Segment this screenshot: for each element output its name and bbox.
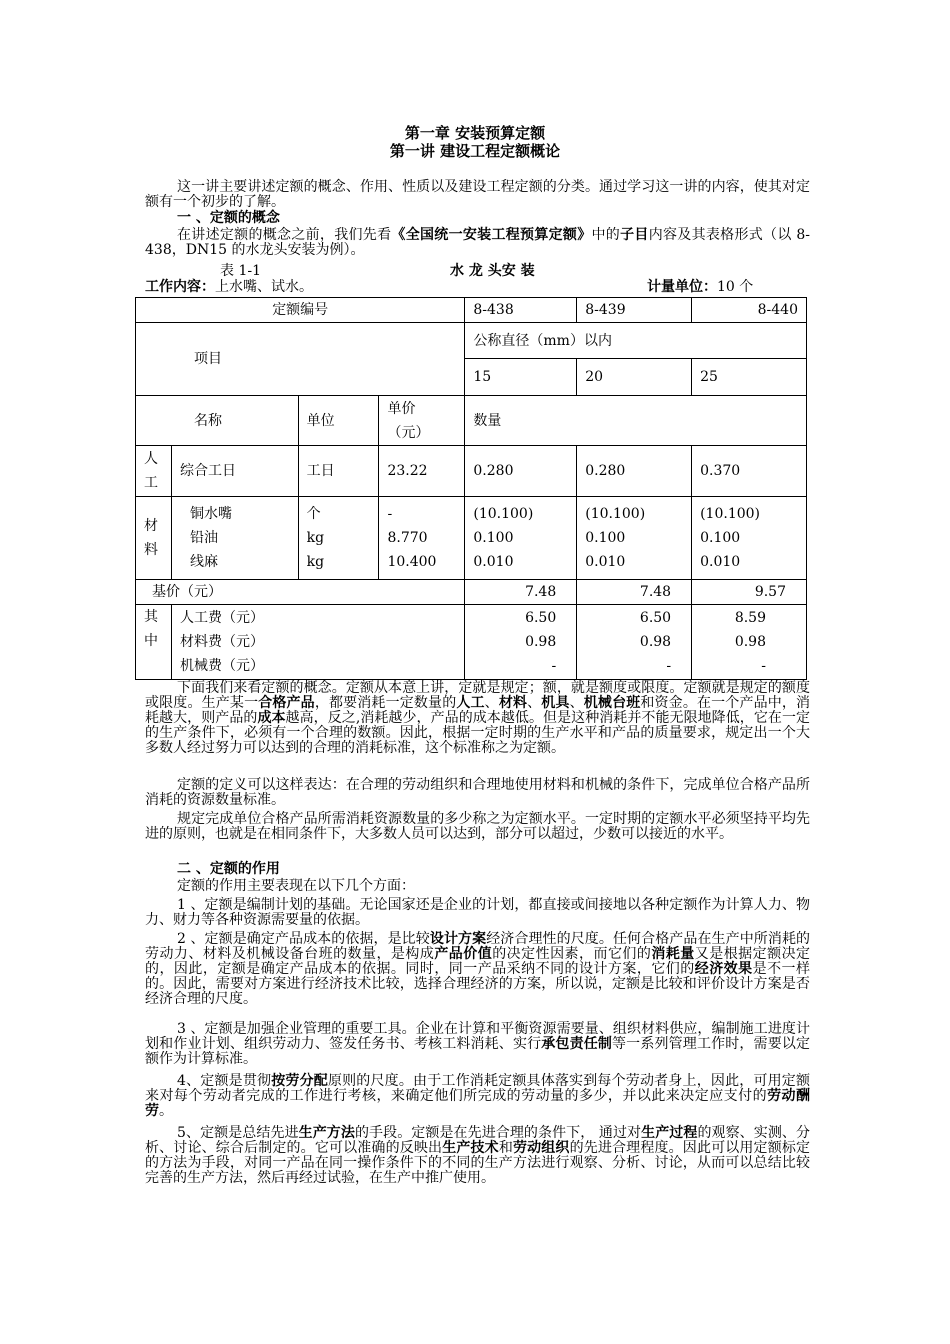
labor-name-cell: 综合工日	[171, 446, 298, 497]
table-row	[136, 446, 807, 497]
of-which-group-cell: 其 中	[136, 605, 172, 680]
table-intro-paragraph: 在讲述定额的概念之前，我们先看《全国统一安装工程预算定额》中的子目内容及其表格形式（以 8-438，DN15 的水龙头安装为例）。	[145, 227, 811, 258]
code-cell: 8-439	[577, 298, 692, 323]
diameter-cell: 15	[465, 359, 577, 396]
base-price-label-cell: 基价（元）	[136, 580, 465, 605]
code-label-cell: 定额编号	[136, 298, 465, 323]
material-unit-cell: 个 kg kg	[298, 497, 379, 580]
base-price-cell: 7.48	[465, 580, 577, 605]
breakdown-value-cell: 6.50 0.98 -	[577, 605, 692, 680]
col-qty-header: 数量	[465, 396, 807, 446]
material-group-cell: 材 料	[136, 497, 172, 580]
breakdown-value-cell: 8.59 0.98 -	[692, 605, 807, 680]
section-heading-function: 二 、定额的作用	[177, 861, 280, 877]
section-heading-concept: 一 、定额的概念	[177, 210, 280, 226]
chapter-title: 第一章 安装预算定额	[404, 124, 546, 142]
definition-paragraph: 定额的定义可以这样表达：在合理的劳动组织和合理地使用材料和机械的条件下，完成单位合格产品所消耗的资源数量标准。	[145, 777, 810, 808]
table-row	[136, 396, 807, 446]
qty-cell: 0.370	[692, 446, 807, 497]
level-paragraph: 规定完成单位合格产品所需消耗资源数量的多少称之为定额水平。一定时期的定额水平必须坚持平均先进的原则，也就是在相同条件下，大多数人员可以达到，部分可以超过，少数可以接近的水平。	[145, 811, 810, 842]
table-row	[136, 605, 807, 680]
work-content: 工作内容：上水嘴、试水。	[145, 279, 313, 295]
lecture-title: 第一讲 建设工程定额概论	[389, 142, 561, 160]
measure-unit: 计量单位：10 个	[647, 279, 754, 295]
code-cell: 8-438	[465, 298, 577, 323]
qty-cell: 0.280	[465, 446, 577, 497]
base-price-cell: 7.48	[577, 580, 692, 605]
qty-cell: (10.100) 0.100 0.010	[465, 497, 577, 580]
concept-paragraph: 下面我们来看定额的概念。定额从本意上讲，定就是规定；额，就是额度或限度。定额就是规定的额度或限度。生产某一合格产品，都要消耗一定数量的人工、材料、机具、机械台班和资金。在一个产品中，消耗越大，则产品的成本越高，反之,消耗越少，产品的成本越低。但是这种消耗并不能无限地降低，它在一定的生产条件下，必须有一个合理的数额。因此，根据一定时期的生产水平和产品的质量要求，规定出一个大多数人经过努力可以达到的合理的消耗标准，这个标准称之为定额。	[145, 680, 811, 756]
table-title: 水 龙 头安 装	[450, 263, 535, 279]
function-item-2: 2 、定额是确定产品成本的依据，是比较设计方案经济合理性的尺度。任何合格产品在生产中所消耗的劳动力、材料及机械设备台班的数量，是构成产品价值的决定性因素，而它们的消耗量又是根据定额决定的，因此，定额是确定产品成本的依据。同时，同一产品采纳不同的设计方案，它们的经济效果是不一样的。因此，需要对方案进行经济技术比较，选择合理经济的方案，所以说，定额是比较和评价设计方案是否经济合理的尺度。	[145, 931, 811, 1007]
table-row	[136, 323, 807, 359]
function-item-3: 3 、定额是加强企业管理的重要工具。企业在计算和平衡资源需要量、组织材料供应，编制施工进度计划和作业计划、组织劳动力、签发任务书、考核工料消耗、实行承包责任制等一系列管理工作时，需要以定额作为计算标准。	[145, 1021, 811, 1067]
material-price-cell: - 8.770 10.400	[379, 497, 465, 580]
col-price-header: 单价 （元）	[379, 396, 465, 446]
qty-cell: (10.100) 0.100 0.010	[577, 497, 692, 580]
function-item-4: 4、定额是贯彻按劳分配原则的尺度。由于工作消耗定额具体落实到每个劳动者身上，因此，可用定额来对每个劳动者完成的工作进行考核，来确定他们所完成的劳动量的多少，并以此来决定应支付的劳动酬劳。	[145, 1073, 811, 1119]
function-item-5: 5、定额是总结先进生产方法的手段。定额是在先进合理的条件下， 通过对生产过程的观察、实测、分析、讨论、综合后制定的。它可以准确的反映出生产技术和劳动组织的先进合理程度。因此可以用定额标定的方法为手段，对同一产品在同一操作条件下的不同的生产方法进行观察、分析、讨论，从而可以总结比较完善的生产方法，然后再经过试验，在生产中推广使用。	[145, 1125, 811, 1186]
function-intro: 定额的作用主要表现在以下几个方面：	[177, 878, 415, 894]
qty-cell: 0.280	[577, 446, 692, 497]
labor-price-cell: 23.22	[379, 446, 465, 497]
labor-unit-cell: 工日	[298, 446, 379, 497]
diameter-cell: 25	[692, 359, 807, 396]
intro-paragraph: 这一讲主要讲述定额的概念、作用、性质以及建设工程定额的分类。通过学习这一讲的内容，使其对定额有一个初步的了解。	[145, 179, 810, 210]
quota-table	[135, 297, 807, 680]
table-row	[136, 298, 807, 323]
code-cell: 8-440	[692, 298, 807, 323]
col-name-header: 名称	[136, 396, 299, 446]
function-item-1: 1 、定额是编制计划的基础。无论国家还是企业的计划，都直接或间接地以各种定额作为计算人力、物力、财力等各种资源需要量的依据。	[145, 897, 810, 928]
table-row	[136, 497, 807, 580]
diameter-cell: 20	[577, 359, 692, 396]
col-unit-header: 单位	[298, 396, 379, 446]
base-price-cell: 9.57	[692, 580, 807, 605]
breakdown-value-cell: 6.50 0.98 -	[465, 605, 577, 680]
table-number: 表 1-1	[220, 263, 261, 279]
item-label-cell: 项目	[136, 323, 465, 396]
qty-cell: (10.100) 0.100 0.010	[692, 497, 807, 580]
material-name-cell: 铜水嘴 铅油 线麻	[171, 497, 298, 580]
labor-group-cell: 人 工	[136, 446, 172, 497]
breakdown-name-cell: 人工费（元） 材料费（元） 机械费（元）	[171, 605, 464, 680]
diameter-label-cell: 公称直径（mm）以内	[465, 323, 807, 359]
table-row	[136, 580, 807, 605]
